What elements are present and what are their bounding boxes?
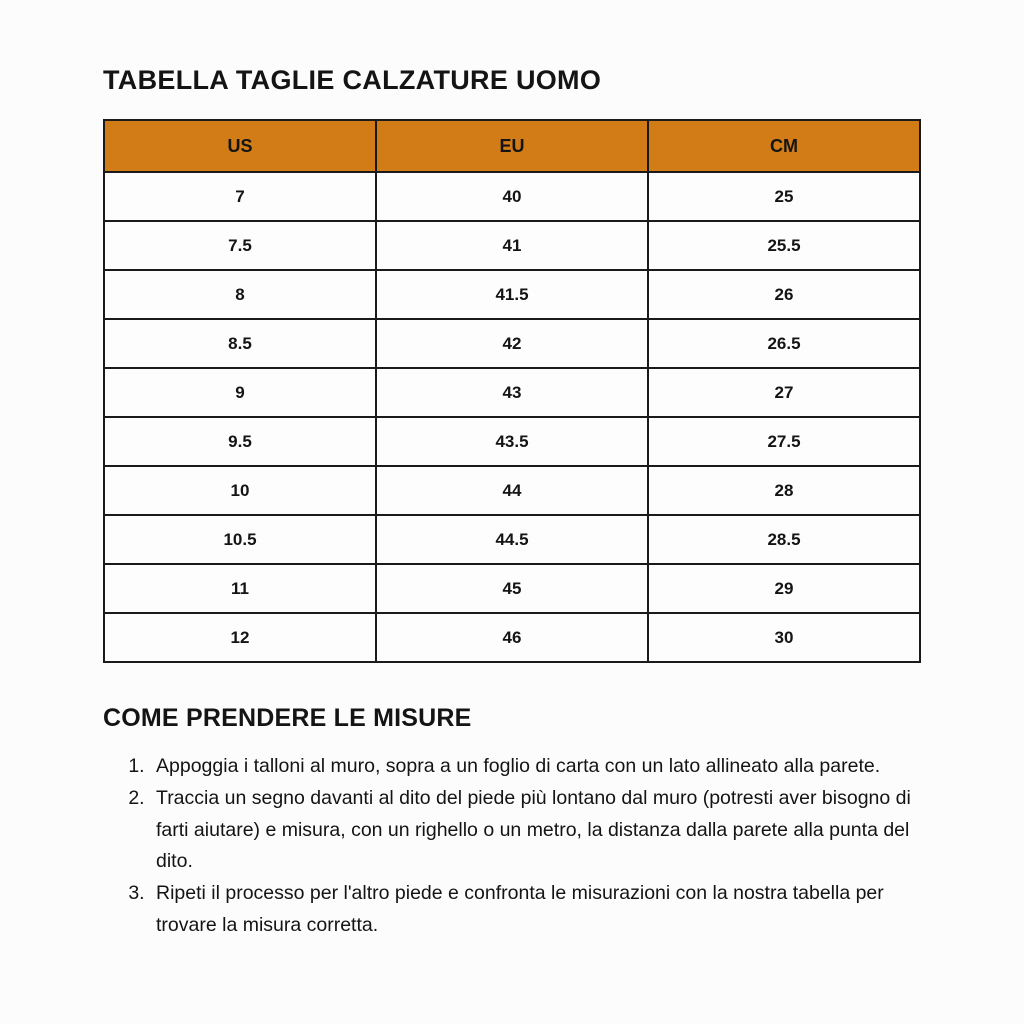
table-row <box>104 466 920 515</box>
table-row <box>104 172 920 221</box>
header-cell-cm: CM <box>648 120 920 172</box>
table-row <box>104 613 920 662</box>
table-cell: 26.5 <box>648 319 920 368</box>
table-cell: 26 <box>648 270 920 319</box>
table-cell: 25.5 <box>648 221 920 270</box>
table-cell: 45 <box>376 564 648 613</box>
measure-step: 1. Appoggia i talloni al muro, sopra a un foglio di carta con un lato allineato alla parete. <box>150 751 921 783</box>
table-cell: 28 <box>648 466 920 515</box>
table-cell: 42 <box>376 319 648 368</box>
table-cell: 27.5 <box>648 417 920 466</box>
table-cell: 7 <box>104 172 376 221</box>
table-cell: 8.5 <box>104 319 376 368</box>
table-row <box>104 515 920 564</box>
table-cell: 44 <box>376 466 648 515</box>
table-cell: 43.5 <box>376 417 648 466</box>
table-cell: 41.5 <box>376 270 648 319</box>
table-row <box>104 368 920 417</box>
table-cell: 41 <box>376 221 648 270</box>
table-row <box>104 319 920 368</box>
size-table-head <box>104 120 920 172</box>
table-cell: 25 <box>648 172 920 221</box>
table-row <box>104 270 920 319</box>
size-table <box>103 119 921 663</box>
table-cell: 40 <box>376 172 648 221</box>
header-cell-eu: EU <box>376 120 648 172</box>
table-cell: 46 <box>376 613 648 662</box>
size-table-header-row <box>104 120 920 172</box>
page-title: TABELLA TAGLIE CALZATURE UOMO <box>103 65 602 95</box>
measure-step: 3. Ripeti il processo per l'altro piede e confronta le misurazioni con la nostra tabella per trovare la misura corretta. <box>150 878 921 942</box>
table-cell: 28.5 <box>648 515 920 564</box>
table-cell: 10 <box>104 466 376 515</box>
size-table-body <box>104 172 920 662</box>
table-cell: 12 <box>104 613 376 662</box>
header-cell-us: US <box>104 120 376 172</box>
table-cell: 9 <box>104 368 376 417</box>
table-row <box>104 564 920 613</box>
measure-steps-list <box>103 751 921 942</box>
table-cell: 29 <box>648 564 920 613</box>
table-cell: 11 <box>104 564 376 613</box>
table-cell: 30 <box>648 613 920 662</box>
table-cell: 8 <box>104 270 376 319</box>
table-cell: 43 <box>376 368 648 417</box>
instructions-heading: COME PRENDERE LE MISURE <box>103 704 472 732</box>
table-cell: 44.5 <box>376 515 648 564</box>
table-cell: 27 <box>648 368 920 417</box>
table-row <box>104 417 920 466</box>
table-cell: 10.5 <box>104 515 376 564</box>
measure-step: 2. Traccia un segno davanti al dito del piede più lontano dal muro (potresti aver bisogno di farti aiutare) e misura, con un righello o un metro, la distanza dalla parete alla punta del dito. <box>150 783 921 878</box>
table-row <box>104 221 920 270</box>
table-cell: 7.5 <box>104 221 376 270</box>
table-cell: 9.5 <box>104 417 376 466</box>
